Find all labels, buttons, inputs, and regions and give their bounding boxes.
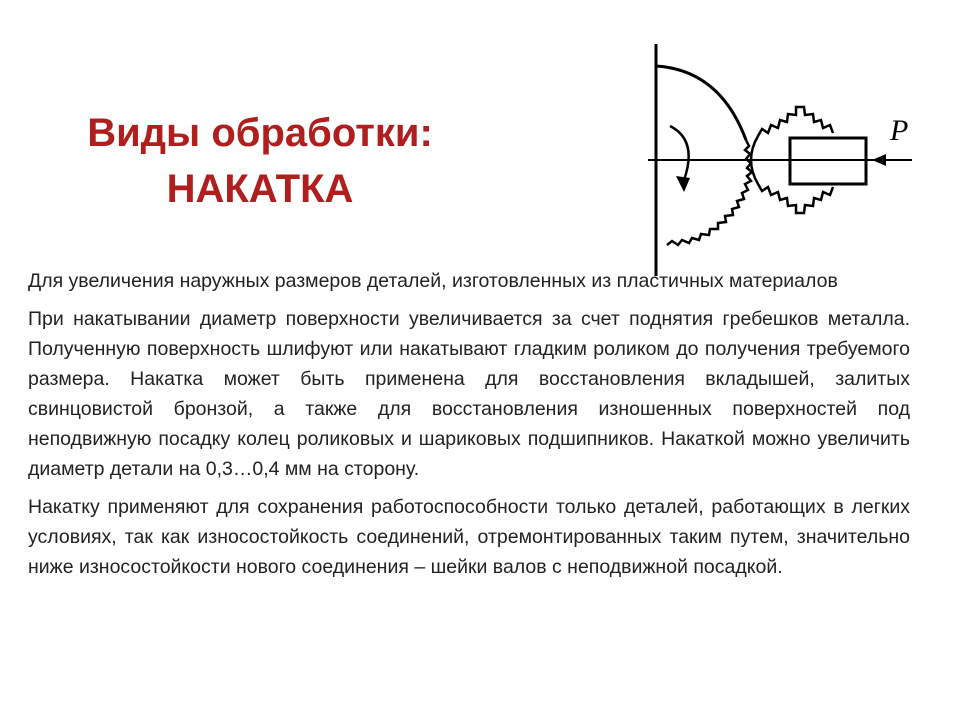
rotation-arrowhead [676, 176, 690, 192]
knurling-diagram [640, 40, 920, 280]
title-line-2: НАКАТКА [166, 166, 354, 211]
slide-title [50, 105, 470, 217]
paragraph-2: При накатывании диаметр поверхности увеличивается за счет поднятия гребешков металла. Полученную поверхность шлифуют или накатывают гладким роликом до получения требуемого размера. Накатка может быть применена для восстановления вкладышей, залитых свинцовистой бронзой, а также для восстановления изношенных поверхностей под неподвижную посадку колец роликовых и шариковых подшипников. Накаткой можно увеличить диаметр детали на 0,3…0,4 мм на сторону. [28, 308, 910, 480]
title-line-1: Виды обработки: [87, 110, 433, 155]
rotation-arrow [670, 126, 689, 180]
force-label: P [890, 114, 909, 147]
workpiece-knurled-edge [667, 140, 752, 245]
force-arrowhead [872, 154, 886, 166]
workpiece-arc [656, 66, 746, 140]
body-text [28, 266, 910, 590]
paragraph-3: Накатку применяют для сохранения работоспособности только деталей, работающих в легких условиях, так как износостойкость соединений, отремонтированных таким путем, значительно ниже износостойкости нового соединения – шейки валов с неподвижной посадкой. [28, 496, 910, 578]
paragraph-1: Для увеличения наружных размеров деталей, изготовленных из пластичных материалов [28, 270, 838, 292]
